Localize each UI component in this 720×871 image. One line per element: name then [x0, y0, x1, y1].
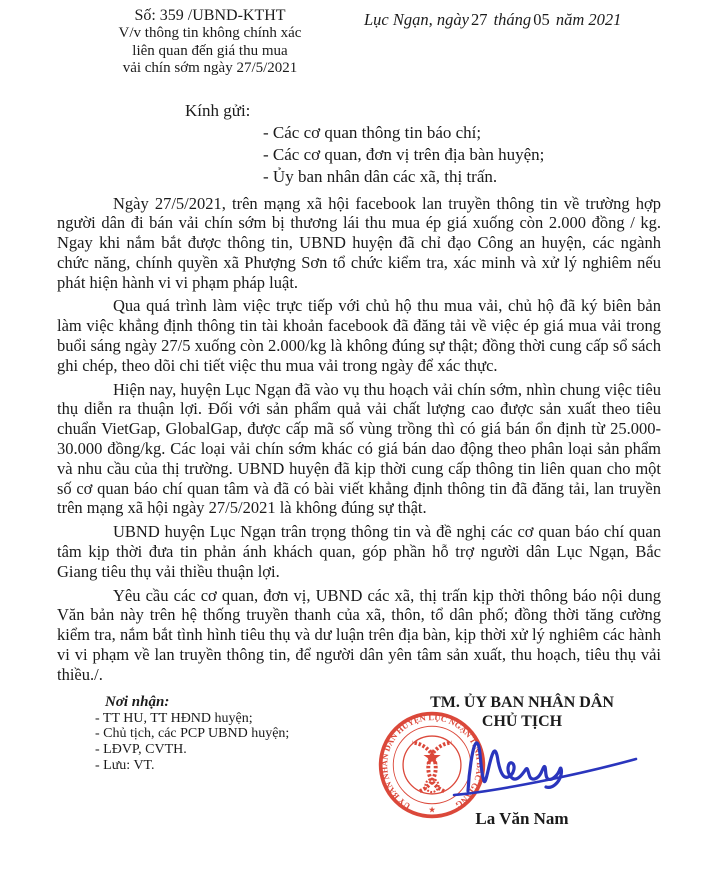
recipient-item: - Ủy ban nhân dân các xã, thị trấn. [263, 166, 498, 186]
body-paragraph: Yêu cầu các cơ quan, đơn vị, UBND các xã, thị trấn kịp thời thông báo nội dung Văn bản này trên hệ thống truyền thanh của xã, thôn, tổ dân phố; đồng thời tăng cường kiểm tra, nắm bắt tình hình tiêu thụ và dư luận trên địa bàn, kịp thời xử lý nghiêm các hành vi vi phạm về lan truyền thông tin, để người dân yên tâm sản xuất, thu hoạch, tiêu thụ vải thiều./. [57, 585, 661, 684]
recipient-item: - Các cơ quan thông tin báo chí; [263, 122, 482, 142]
date-month: 05 [533, 10, 550, 29]
body-paragraph: Ngày 27/5/2021, trên mạng xã hội facebook lan truyền thông tin về trường hợp người dân đi bán vải chín sớm bị thương lái thu mua ép giá xuống còn 2.000 đồng / kg. Ngay khi nắm bắt được thông tin, UBND huyện đã chỉ đạo Công an huyện, các ngành chức năng, chính quyền xã Phượng Sơn tổ chức kiểm tra, xác minh và xử lý nghiêm nếu phát hiện hành vi vi phạm pháp luật. [57, 193, 661, 292]
distribution-item: - Lưu: VT. [95, 758, 155, 774]
date-day: 27 [470, 10, 488, 29]
signer-title: CHỦ TỊCH [481, 712, 563, 730]
document-footer [0, 693, 720, 829]
recipient-list [263, 122, 720, 188]
date-suffix: năm 2021 [555, 10, 622, 29]
distribution-item: - LĐVP, CVTH. [95, 742, 187, 758]
seal-bottom-star-icon: ★ [428, 805, 436, 815]
signing-authority: TM. ỦY BAN NHÂN DÂN [430, 693, 614, 711]
signer-name: La Văn Nam [475, 808, 569, 828]
place-date-prefix: Lục Ngạn, ngày [364, 10, 469, 29]
recipient-item: - Các cơ quan, đơn vị trên địa bàn huyện; [263, 144, 545, 164]
seal-center-star-icon: ★ [421, 744, 443, 770]
document-body [57, 194, 661, 685]
distribution-label: Nơi nhận: [105, 693, 170, 710]
body-paragraph: Qua quá trình làm việc trực tiếp với chủ hộ thu mua vải, chủ hộ đã ký biên bản làm việc khẳng định thông tin tài khoản facebook đã đăng tải về việc ép giá mua vải trong buổi sáng ngày 27/5 xuống còn 2.000/kg là không đúng sự thật; đồng thời cung cấp sổ sách ghi chép, theo dõi chi tiết việc thu mua vải trong ngày để xác thực. [57, 296, 661, 375]
distribution-item: - Chủ tịch, các PCP UBND huyện; [95, 726, 290, 742]
document-subject-line-2: liên quan đến giá thu mua [132, 42, 288, 59]
salutation-label: Kính gửi: [185, 100, 251, 120]
body-paragraph: Hiện nay, huyện Lục Ngạn đã vào vụ thu hoạch vải chín sớm, nhìn chung việc tiêu thụ diễn ra thuận lợi. Đối với sản phẩm quả vải chất lượng cao được sản xuất theo tiêu chuẩn VietGap, GlobalGap, được cấp mã số vùng trồng thì có giá bán ổn định từ 25.000-30.000 đồng/kg. Các loại vải chín sớm khác có giá bán dao động theo phân loại sản phẩm và nhu cầu của thị trường. UBND huyện đã kịp thời cung cấp thông tin liên quan cho một số cơ quan báo chí quan tâm và đã có bài viết khẳng định thông tin đã đăng tải, lan truyền trên mạng xã hội ngày 27/5/2021 là không đúng sự thật. [57, 379, 661, 518]
distribution-block [95, 693, 289, 829]
distribution-list [95, 711, 289, 774]
document-number: Số: 359 /UBND-KTHT [134, 7, 286, 24]
signature-block [380, 693, 642, 829]
distribution-item: - TT HU, TT HĐND huyện; [95, 710, 253, 726]
document-subject-line-3: vải chín sớm ngày 27/5/2021 [122, 60, 298, 76]
document-header [0, 0, 720, 78]
signature-stroke [468, 743, 561, 791]
body-paragraph: UBND huyện Lục Ngạn trân trọng thông tin và đề nghị các cơ quan báo chí quan tâm kịp thời đưa tin phản ánh khách quan, góp phần hỗ trợ người dân Lục Ngạn, Bắc Giang tiêu thụ vải thiều thuận lợi. [57, 522, 661, 581]
place-and-date [364, 6, 621, 30]
date-thang-word: tháng [493, 10, 532, 29]
seal-ring-text: ỦY BAN NHÂN DÂN HUYỆN LỤC NGẠN TỈNH BẮC GIANG [380, 712, 484, 811]
document-number-block [110, 6, 310, 78]
signature-scribble-icon [448, 731, 643, 803]
document-subject-line-1: V/v thông tin không chính xác [118, 25, 302, 41]
